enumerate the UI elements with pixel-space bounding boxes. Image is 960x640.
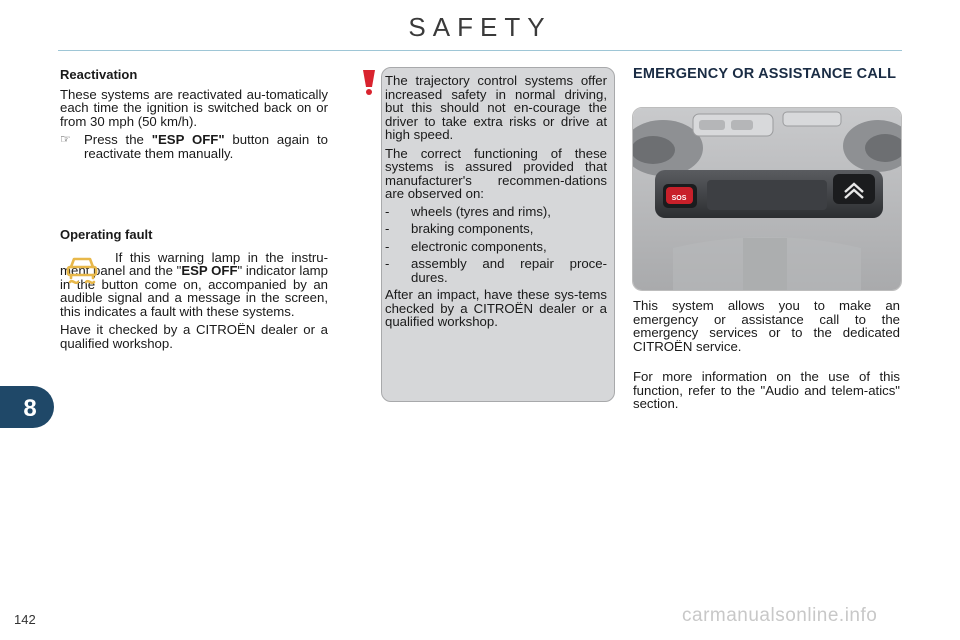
warning-p3: After an impact, have these sys-tems checked by a CITROËN dealer or a qualified workshop. (385, 287, 607, 329)
bullet-text-post: button again to reactivate them manually. (84, 132, 329, 161)
list-item: - assembly and repair proce-dures. (385, 256, 607, 285)
bullet-text-pre: Press the (84, 132, 152, 147)
chapter-number: 8 (23, 395, 37, 422)
fault-text-post: " indicator lamp in the button come on, accompanied by an audible signal and a message in the screen, this indicates a fault with these systems. (60, 263, 328, 319)
exclamation-icon (359, 68, 379, 96)
reactivation-heading: Reactivation (60, 67, 138, 82)
emergency-call-title: EMERGENCY OR ASSISTANCE CALL (633, 66, 897, 82)
esp-off-label: "ESP OFF" (151, 132, 225, 147)
warning-p1: The trajectory control systems offer increased safety in normal driving, but this should not en-courage the driver to take extra risks or drive at high speed. (385, 73, 607, 142)
reactivation-body: These systems are reactivated au-tomatically each time the ignition is switched back on or from 30 mph (50 km/h). (60, 86, 328, 129)
warning-text (385, 74, 607, 334)
emergency-console-photo (632, 107, 902, 291)
emergency-p1: This system allows you to make an emergency or assistance call to the emergency services or to the dedicated CITROËN service. (633, 298, 900, 354)
esp-off-indicator-label: ESP OFF (181, 263, 238, 278)
list-item: - wheels (tyres and rims), (385, 203, 551, 219)
operating-fault-heading: Operating fault (60, 227, 153, 242)
fault-text-pre: If this warning lamp in the instru-ment panel and the " (60, 249, 328, 278)
fault-advice: Have it checked by a CITROËN dealer or a qualified workshop. (60, 322, 328, 351)
pointing-hand-icon: ☞ (60, 132, 71, 146)
sos-button-label: SOS (671, 195, 687, 202)
page-title: SAFETY (408, 12, 552, 42)
emergency-p2: For more information on the use of this function, refer to the "Audio and telem-atics" section. (633, 369, 900, 411)
esp-warning-lamp-icon (62, 253, 102, 291)
reactivation-section (60, 68, 328, 165)
emergency-text (633, 299, 900, 416)
chapter-tab (0, 386, 54, 428)
page-number: 142 (14, 612, 36, 627)
list-item: - electronic components, (385, 238, 547, 254)
warning-p2: The correct functioning of these systems is assured provided that manufacturer's recommen-dations are observed on: (385, 145, 607, 201)
watermark: carmanualsonline.info (682, 605, 878, 626)
console-illustration (633, 108, 901, 290)
reactivation-bullet (60, 133, 328, 160)
title-divider (58, 50, 902, 51)
list-item: - braking components, (385, 221, 534, 236)
operating-fault-section (60, 228, 328, 355)
